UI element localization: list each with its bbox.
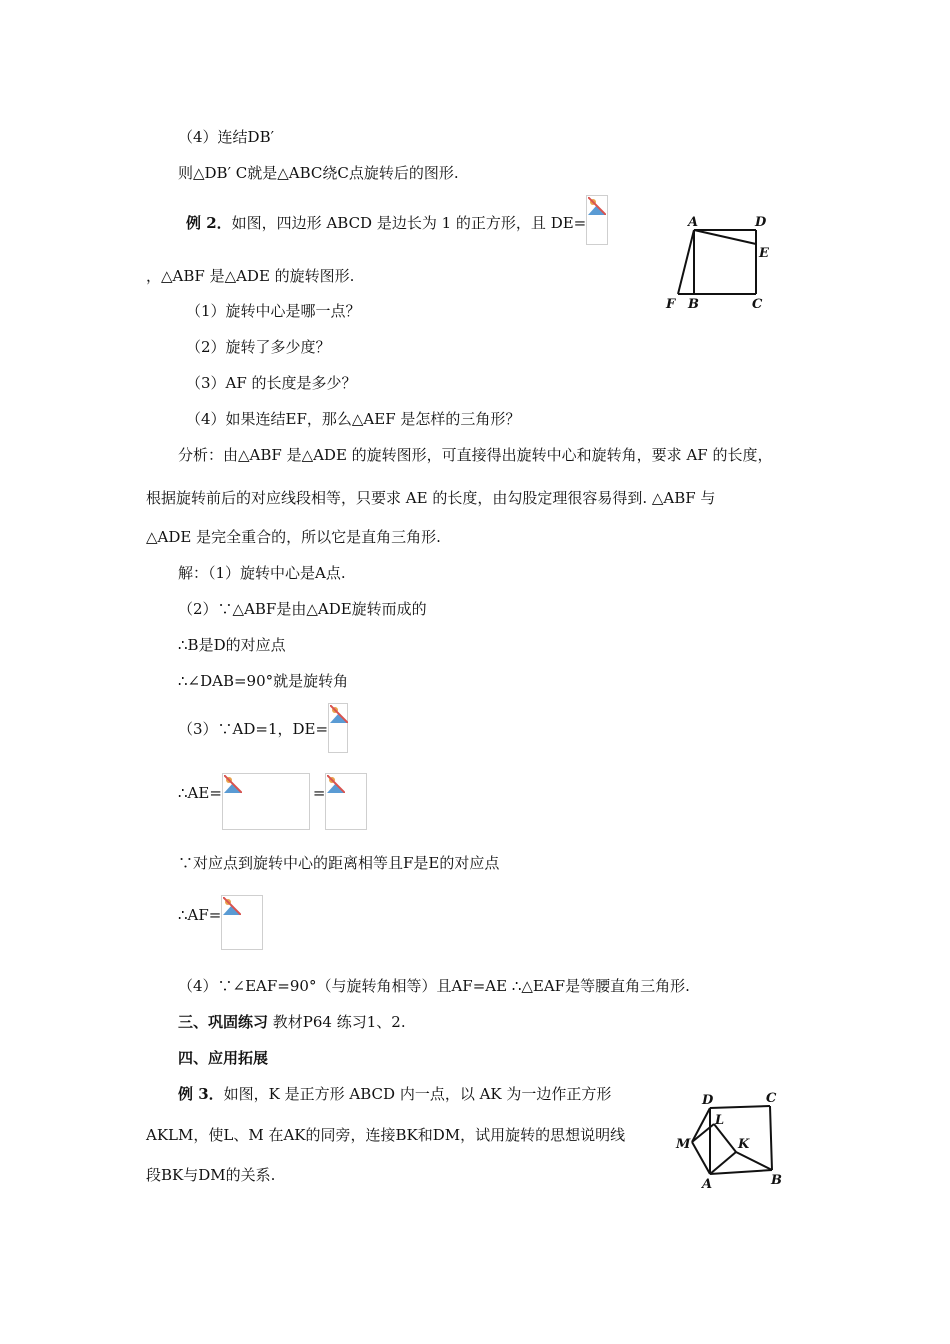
solution-line-1: 解：（1）旋转中心是A点. <box>178 564 346 582</box>
image-placeholder-icon <box>330 705 348 723</box>
fig1-label-f: F <box>666 297 676 312</box>
solution-line-6 <box>178 783 367 830</box>
fig2-label-k: K <box>738 1137 750 1152</box>
analysis-line-2: 根据旋转前后的对应线段相等，只要求 AE 的长度，由勾股定理很容易得到. △ABF 与 <box>146 489 716 507</box>
image-placeholder-icon <box>327 775 345 793</box>
solution-line-5-text: （3）∵AD=1，DE= <box>178 720 329 738</box>
fig1-label-b: B <box>688 297 699 312</box>
fig2-label-a: A <box>702 1177 713 1192</box>
example-3-continuation-2: 段BK与DM的关系. <box>146 1166 276 1184</box>
solution-line-5 <box>178 719 348 753</box>
fig1-label-a: A <box>688 215 699 230</box>
formula-image-ae-2 <box>325 773 367 830</box>
example-3-text: 如图，K 是正方形 ABCD 内一点，以 AK 为一边作正方形 <box>223 1085 612 1103</box>
fig2-label-l: L <box>715 1113 725 1128</box>
section-4-heading: 四、应用拓展 <box>178 1049 269 1067</box>
fig2-label-m: M <box>676 1137 691 1152</box>
example-2-line <box>186 213 608 245</box>
analysis-line-1: 分析：由△ABF 是△ADE 的旋转图形，可直接得出旋转中心和旋转角，要求 AF 的长度， <box>178 446 773 464</box>
section-3-text: 教材P64 练习1、2. <box>268 1013 406 1031</box>
fig2-label-c: C <box>766 1091 777 1106</box>
example-2-continuation: ，△ABF 是△ADE 的旋转图形. <box>146 267 355 285</box>
example-2-text: 如图，四边形 ABCD 是边长为 1 的正方形，且 DE= <box>231 214 587 232</box>
section-3-line <box>178 1012 406 1032</box>
example-3-label: 例 3． <box>178 1085 224 1103</box>
fig1-label-e: E <box>759 246 769 261</box>
analysis-line-3: △ADE 是完全重合的，所以它是直角三角形. <box>146 528 441 546</box>
example-2-label: 例 2． <box>186 214 232 232</box>
solution-line-8 <box>178 905 263 950</box>
question-4: （4）如果连结EF，那么△AEF 是怎样的三角形？ <box>186 410 521 428</box>
fig1-label-d: D <box>755 215 767 230</box>
formula-image-de <box>586 195 608 245</box>
example-3-line <box>178 1084 611 1104</box>
step-4-line: （4）连结DB′ <box>178 128 274 146</box>
solution-line-4: ∴∠DAB=90°就是旋转角 <box>178 672 349 690</box>
question-1: （1）旋转中心是哪一点？ <box>186 302 361 320</box>
conclusion-line: 则△DB′ C就是△ABC绕C点旋转后的图形. <box>178 164 459 182</box>
formula-image-af <box>221 895 263 950</box>
section-3-heading: 三、巩固练习 <box>178 1013 269 1031</box>
fig2-label-b: B <box>771 1173 782 1188</box>
solution-line-7: ∵对应点到旋转中心的距离相等且F是E的对应点 <box>178 854 500 872</box>
solution-line-6-equals: = <box>312 784 326 802</box>
question-2: （2）旋转了多少度？ <box>186 338 331 356</box>
solution-line-9: （4）∵∠EAF=90°（与旋转角相等）且AF=AE ∴△EAF是等腰直角三角形. <box>178 977 690 995</box>
solution-line-2: （2）∵△ABF是由△ADE旋转而成的 <box>178 600 427 618</box>
example-3-continuation-1: AKLM，使L、M 在AK的同旁，连接BK和DM，试用旋转的思想说明线 <box>146 1126 626 1144</box>
formula-image-de-value <box>328 703 348 753</box>
fig1-label-c: C <box>752 297 763 312</box>
fig2-label-d: D <box>702 1093 714 1108</box>
solution-line-6-prefix: ∴AE= <box>178 784 222 802</box>
solution-line-8-text: ∴AF= <box>178 906 222 924</box>
question-3: （3）AF 的长度是多少？ <box>186 374 357 392</box>
image-placeholder-icon <box>224 775 242 793</box>
image-placeholder-icon <box>588 197 606 215</box>
solution-line-3: ∴B是D的对应点 <box>178 636 286 654</box>
formula-image-ae-1 <box>222 773 310 830</box>
square-akml-figure <box>672 1088 790 1192</box>
square-abcd-figure <box>660 212 780 314</box>
image-placeholder-icon <box>223 897 241 915</box>
